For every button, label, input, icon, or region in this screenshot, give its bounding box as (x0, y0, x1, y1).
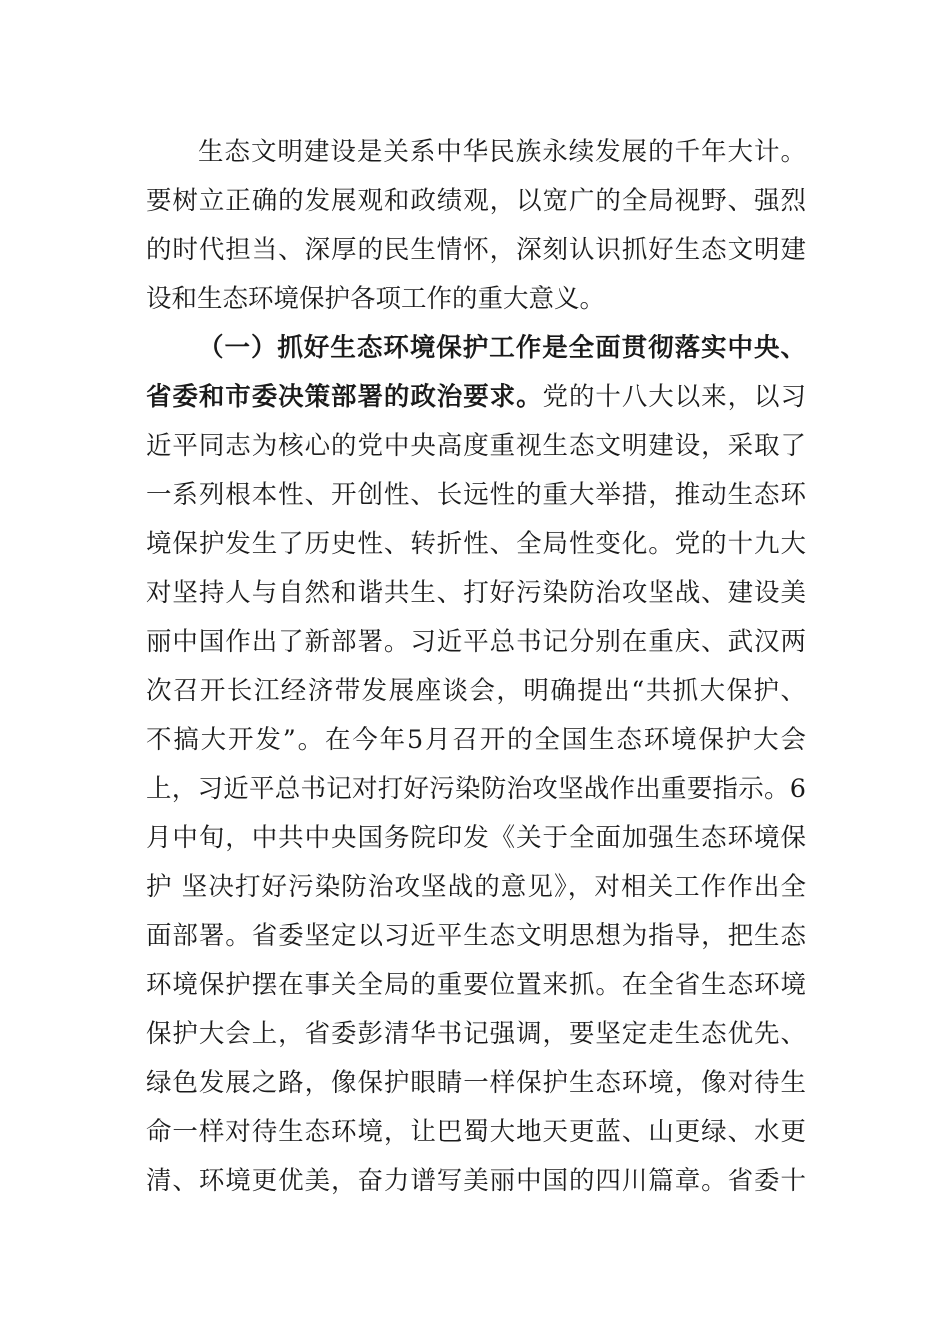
paragraph-2-line-4: 一系列根本性、开创性、长远性的重大举措，推动生态环 (146, 480, 806, 510)
paragraph-1-line-3: 的时代担当、深厚的民生情怀，深刻认识抓好生态文明建 (146, 235, 806, 265)
paragraph-2-line-2 (146, 373, 806, 421)
paragraph-2-line-15: 保护大会上，省委彭清华书记强调，要坚定走生态优先、 (146, 1019, 806, 1049)
paragraph-2-line-18: 清、环境更优美，奋力谱写美丽中国的四川篇章。省委十 (146, 1166, 806, 1196)
paragraph-2-line-12: 护 坚决打好污染防治攻坚战的意见》，对相关工作作出全 (146, 872, 806, 902)
paragraph-2-line-5: 境保护发生了历史性、转折性、全局性变化。党的十九大 (146, 529, 806, 559)
paragraph-2-line-10: 上，习近平总书记对打好污染防治攻坚战作出重要指示。6 (146, 774, 806, 804)
paragraph-1-line-1: 生态文明建设是关系中华民族永续发展的千年大计。 (198, 137, 806, 167)
paragraph-2-line-6: 对坚持人与自然和谐共生、打好污染防治攻坚战、建设美 (146, 578, 806, 608)
paragraph-1-line-2: 要树立正确的发展观和政绩观，以宽广的全局视野、强烈 (146, 186, 806, 216)
paragraph-2-line-8: 次召开长江经济带发展座谈会，明确提出“共抓大保护、 (146, 676, 806, 706)
paragraph-1-line-4: 设和生态环境保护各项工作的重大意义。 (146, 284, 606, 314)
paragraph-2-line-13: 面部署。省委坚定以习近平生态文明思想为指导，把生态 (146, 921, 806, 951)
paragraph-2-line-16: 绿色发展之路，像保护眼睛一样保护生态环境，像对待生 (146, 1068, 806, 1098)
paragraph-2-line-3: 近平同志为核心的党中央高度重视生态文明建设，采取了 (146, 431, 806, 461)
paragraph-2-line-14: 环境保护摆在事关全局的重要位置来抓。在全省生态环境 (146, 970, 806, 1000)
paragraph-2-line-2-rest: 党的十八大以来，以习 (542, 382, 806, 412)
paragraph-2-line-11: 月中旬，中共中央国务院印发《关于全面加强生态环境保 (146, 823, 806, 853)
section-heading-line-1: （一）抓好生态环境保护工作是全面贯彻落实中央、 (198, 333, 806, 363)
paragraph-2-line-9: 不搞大开发”。在今年5月召开的全国生态环境保护大会 (146, 725, 806, 755)
section-heading-line-2: 省委和市委决策部署的政治要求。 (146, 382, 543, 412)
paragraph-2-line-7: 丽中国作出了新部署。习近平总书记分别在重庆、武汉两 (146, 627, 806, 657)
paragraph-2-line-17: 命一样对待生态环境，让巴蜀大地天更蓝、山更绿、水更 (146, 1117, 806, 1147)
